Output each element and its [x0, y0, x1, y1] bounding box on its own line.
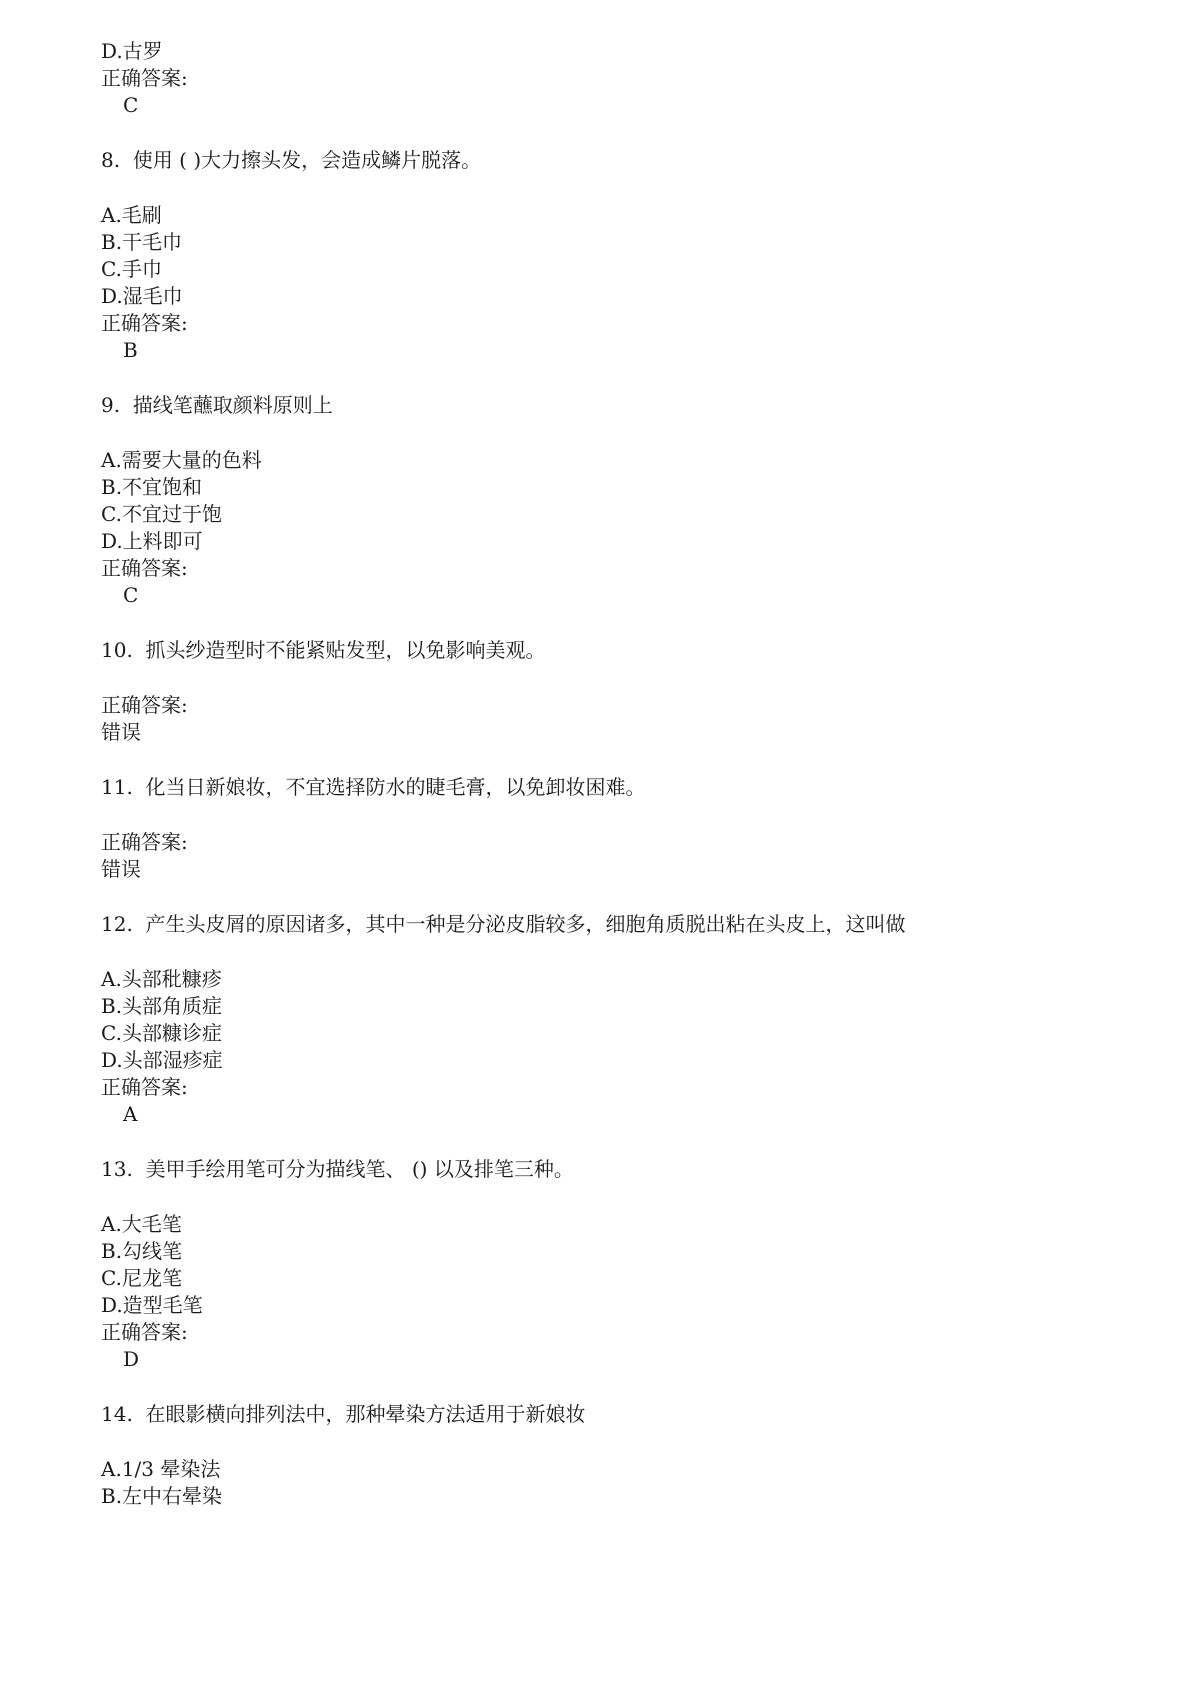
option-d: D.上料即可 [101, 529, 203, 553]
question-9-title: 9. 描线笔蘸取颜料原则上 [101, 393, 333, 417]
answer-label: 正确答案: [101, 66, 188, 90]
answer-value: A [123, 1102, 138, 1126]
option-a: A.需要大量的色料 [101, 448, 262, 472]
question-11-title: 11. 化当日新娘妆，不宜选择防水的睫毛膏，以免卸妆困难。 [101, 775, 646, 799]
question-10-title: 10. 抓头纱造型时不能紧贴发型，以免影响美观。 [101, 638, 546, 662]
option-c: C.头部糠诊症 [101, 1021, 222, 1045]
option-a: A.头部秕糠疹 [101, 967, 222, 991]
option-a: A.1/3 晕染法 [101, 1457, 221, 1481]
option-c: C.手巾 [101, 257, 162, 281]
answer-value: D [123, 1347, 140, 1371]
option-b: B.头部角质症 [101, 994, 223, 1018]
option-d: D.造型毛笔 [101, 1293, 203, 1317]
question-12-title: 12. 产生头皮屑的原因诸多，其中一种是分泌皮脂较多，细胞角质脱出粘在头皮上，这叫做 [101, 912, 906, 936]
answer-label: 正确答案: [101, 1320, 188, 1344]
option-a: A.毛刷 [101, 203, 162, 227]
option-b: B.不宜饱和 [101, 475, 203, 499]
option-b: B.干毛巾 [101, 230, 183, 254]
option-d: D.古罗 [101, 39, 163, 63]
answer-value: C [123, 93, 139, 117]
answer-label: 正确答案: [101, 311, 188, 335]
answer-label: 正确答案: [101, 1075, 188, 1099]
answer-value: C [123, 583, 139, 607]
answer-label: 正确答案: [101, 556, 188, 580]
option-d: D.头部湿疹症 [101, 1048, 223, 1072]
question-13-title: 13. 美甲手绘用笔可分为描线笔、 () 以及排笔三种。 [101, 1157, 574, 1181]
option-d: D.湿毛巾 [101, 284, 183, 308]
option-b: B.勾线笔 [101, 1239, 183, 1263]
question-8-title: 8. 使用 ( )大力擦头发，会造成鳞片脱落。 [101, 148, 482, 172]
question-14-title: 14. 在眼影横向排列法中，那种晕染方法适用于新娘妆 [101, 1402, 586, 1426]
answer-label: 正确答案: [101, 830, 188, 854]
answer-label: 正确答案: [101, 693, 188, 717]
option-a: A.大毛笔 [101, 1212, 182, 1236]
option-c: C.尼龙笔 [101, 1266, 182, 1290]
option-b: B.左中右晕染 [101, 1484, 223, 1508]
option-c: C.不宜过于饱 [101, 502, 222, 526]
answer-value: 错误 [101, 857, 141, 881]
answer-value: B [123, 338, 138, 362]
answer-value: 错误 [101, 720, 141, 744]
